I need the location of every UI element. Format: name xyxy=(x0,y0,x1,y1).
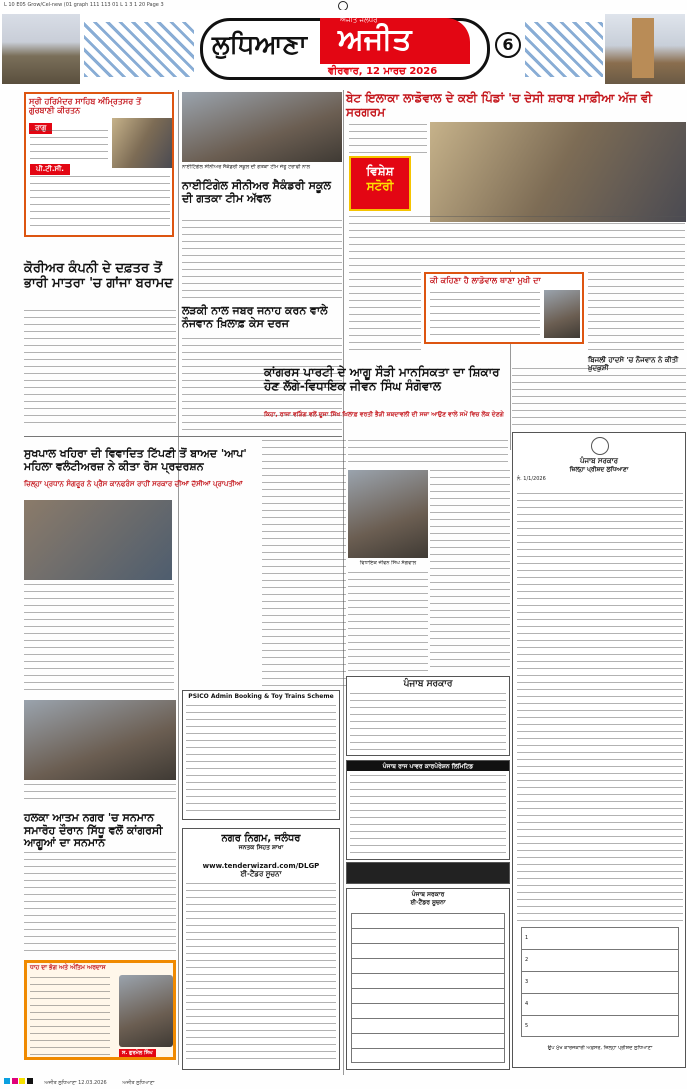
aap-protest-subhead: ਜ਼ਿਲ੍ਹਾ ਪ੍ਰਧਾਨ ਸੰਗਰੂਰ ਨੇ ਪ੍ਰੈਸ ਕਾਨਫਰੰਸ ਰਾਹੀਂ ਸਰਕਾਰ ਦੀਆਂ ਦੱਸੀਆਂ ਪ੍ਰਾਪਤੀਆਂ xyxy=(24,480,243,488)
zila-ad-table xyxy=(521,927,679,1037)
gatka-headline: ਨਾਈਟਿੰਗੇਲ ਸੀਨੀਅਰ ਸੈਕੰਡਰੀ ਸਕੂਲ ਦੀ ਗਤਕਾ ਟੀਮ ਅੱਵਲ xyxy=(182,179,331,205)
govt-emblem-icon xyxy=(591,437,609,455)
obituary-text xyxy=(30,977,110,1057)
municipal-ad-title: ਨਗਰ ਨਿਗਮ, ਜਲੰਧਰ xyxy=(221,833,301,844)
special-story-label-2: ਸਟੋਰੀ xyxy=(366,179,394,193)
masthead-date: ਵੀਰਵਾਰ, 12 ਮਾਰਚ 2026 xyxy=(328,66,438,77)
zila-table-row: 5 xyxy=(525,1023,529,1029)
black-band-ad xyxy=(346,862,510,884)
liquor-mafia-col-a xyxy=(349,272,421,352)
special-story-badge xyxy=(349,156,411,211)
zila-ad-body xyxy=(517,493,683,923)
electrocution-body xyxy=(512,368,686,428)
municipal-ad-band: ਈ-ਟੈਂਡਰ ਸੂਚਨਾ xyxy=(240,870,282,878)
mla-photo xyxy=(348,470,428,558)
pspcl-ad xyxy=(346,760,510,860)
gurbani-box-channel: ਪੀ.ਟੀ.ਸੀ. xyxy=(30,164,70,175)
sho-inset-box xyxy=(424,272,584,344)
tender-notice-ad xyxy=(346,888,510,1070)
masthead-city: ਲੁਧਿਆਣਾ xyxy=(212,30,307,60)
punjab-govt-ad xyxy=(346,676,510,756)
tender-table xyxy=(351,913,505,1063)
aap-protest-body xyxy=(24,584,174,694)
print-info-line: L 10 E05 Grow/Cel-new (01 graph 111 113 01 L 1 3 1 20 Page 3 xyxy=(4,2,164,8)
municipal-ad-text xyxy=(186,883,336,1063)
gurbani-box-title: ਸ੍ਰੀ ਹਰਿਮੰਦਰ ਸਾਹਿਬ ਅੰਮ੍ਰਿਤਸਰ ਤੋਂ ਗੁਰਬਾਣੀ ਕੀਰਤਨ xyxy=(29,97,142,116)
punjab-govt-ad-title: ਪੰਜਾਬ ਸਰਕਾਰ xyxy=(403,679,453,689)
liquor-drums-photo xyxy=(430,122,686,222)
column-rule-1 xyxy=(178,90,179,1065)
masthead-left-photo xyxy=(2,14,80,84)
bottom-print-line xyxy=(0,1074,687,1089)
zila-ad-subtitle: ਜ਼ਿਲ੍ਹਾ ਪ੍ਰੀਸ਼ਦ ਲੁਧਿਆਣਾ xyxy=(569,466,629,473)
divider xyxy=(24,436,342,437)
special-story-label-1: ਵਿਸ਼ੇਸ਼ xyxy=(366,164,394,178)
golden-temple-photo xyxy=(112,118,172,168)
courier-ganja-body xyxy=(24,310,176,428)
masthead-tagline: ਅਜੀਤ ਜਲੰਧਰ xyxy=(340,16,378,24)
gurbani-box-raag: ਰਾਗੁ xyxy=(29,123,52,134)
honour-ceremony-headline: ਹਲਕਾ ਆਤਮ ਨਗਰ 'ਚ ਸਨਮਾਨ ਸਮਾਰੋਹ ਦੌਰਾਨ ਸਿੱਧੂ ਵਲੋਂ ਕਾਂਗਰਸੀ ਆਗੂਆਂ ਦਾ ਸਨਮਾਨ xyxy=(24,811,163,850)
gatka-team-photo xyxy=(182,92,342,162)
liquor-mafia-body xyxy=(349,216,685,268)
cmyk-cyan-swatch xyxy=(4,1078,10,1084)
liquor-mafia-headline: ਬੇਟ ਇਲਾਕਾ ਲਾਡੋਵਾਲ ਦੇ ਕਈ ਪਿੰਡਾਂ 'ਚ ਦੇਸੀ ਸ਼ਰਾਬ ਮਾਫ਼ੀਆ ਅੱਜ ਵੀ ਸਰਗਰਮ xyxy=(346,91,652,119)
aap-protest-photo xyxy=(24,500,172,580)
liquor-mafia-col-b xyxy=(588,272,684,352)
obituary-box xyxy=(24,960,176,1060)
cmyk-yellow-swatch xyxy=(19,1078,25,1084)
congress-body-d xyxy=(348,572,428,672)
pspcl-ad-title: ਪੰਜਾਬ ਰਾਜ ਪਾਵਰ ਕਾਰਪੋਰੇਸ਼ਨ ਲਿਮਿਟਿਡ xyxy=(347,761,509,771)
sho-photo xyxy=(544,290,580,338)
obituary-title: ਧਾਹ ਦਾ ਭੋਗ ਅਤੇ ਅੰਤਿਮ ਅਰਦਾਸ xyxy=(30,964,106,971)
pspcl-ad-text xyxy=(350,775,506,855)
obituary-photo xyxy=(119,975,173,1047)
rape-case-headline: ਲੜਕੀ ਨਾਲ ਜਬਰ ਜਨਾਹ ਕਰਨ ਵਾਲੇ ਨੌਜਵਾਨ ਖ਼ਿਲਾਫ਼ ਕੇਸ ਦਰਜ xyxy=(182,304,328,330)
mla-photo-caption: ਵਿਧਾਇਕ ਜੀਵਨ ਸਿੰਘ ਸੰਗੋਵਾਲ xyxy=(359,560,417,566)
tender-ad-subtitle: ਈ-ਟੈਂਡਰ ਸੂਚਨਾ xyxy=(410,899,446,906)
municipal-tender-ad xyxy=(182,828,340,1070)
honour-ceremony-caption xyxy=(24,784,176,804)
gatka-photo-caption: ਨਾਈਟਿੰਗੇਲ ਸੀਨੀਅਰ ਸੈਕੰਡਰੀ ਸਕੂਲ ਦੀ ਗਤਕਾ ਟੀਮ ਜੇਤੂ ਟਰਾਫੀ ਨਾਲ xyxy=(182,164,310,170)
punjab-govt-ad-text xyxy=(350,693,506,751)
cmyk-black-swatch xyxy=(27,1078,33,1084)
clock-tower-image xyxy=(632,18,654,78)
congress-subhead: ਕਿਹਾ, ਰਾਜਾ ਵੜਿੰਗ ਵਲੋਂ ਦੂਜਾ ਸਿੱਖ ਖ਼ਿਲਾਫ਼ ਵਰਤੀ ਭੈੜੀ ਸ਼ਬਦਾਵਲੀ ਦੀ ਸਜ਼ਾ ਆਉਣ ਵਾਲੇ ਸਮੇਂ ਵਿਚ ਲੋਕ ਦੇਣਗੇ xyxy=(264,411,504,418)
municipal-ad-subtitle: ਜਨਤਕ ਸਿਹਤ ਸ਼ਾਖਾ xyxy=(238,844,284,851)
bottom-left-label: ਅਜੀਤ ਲੁਧਿਆਣਾ xyxy=(122,1080,155,1086)
honour-ceremony-photo xyxy=(24,700,176,780)
congress-body-c xyxy=(430,470,510,670)
booking-ad xyxy=(182,690,340,820)
zila-table-row: 1 xyxy=(522,928,678,950)
electrocution-headline: ਬਿਜਲੀ ਹਾਦਸੇ 'ਚ ਨੌਜਵਾਨ ਨੇ ਕੀਤੀ ਖ਼ੁਦਕੁਸ਼ੀ xyxy=(588,356,679,373)
zila-ad-ref: ਨੰ. 1/1/2026 xyxy=(517,476,546,482)
cmyk-magenta-swatch xyxy=(12,1078,18,1084)
zila-table-row: 3 xyxy=(522,972,678,994)
congress-body-a xyxy=(262,440,346,690)
zila-ad-title: ਪੰਜਾਬ ਸਰਕਾਰ xyxy=(579,457,618,465)
honour-ceremony-body xyxy=(24,852,176,952)
obituary-name: ਸ. ਗੁਰਮੇਲ ਸਿੰਘ xyxy=(119,1049,156,1057)
masthead-pattern-right xyxy=(525,22,603,77)
congress-headline: ਕਾਂਗਰਸ ਪਾਰਟੀ ਦੇ ਆਗੂ ਸੌੜੀ ਮਾਨਸਿਕਤਾ ਦਾ ਸ਼ਿਕਾਰ ਹੋਣ ਲੱਗੇ-ਵਿਧਾਇਕ ਜੀਵਨ ਸਿੰਘ ਸੰਗੋਵਾਲ xyxy=(264,365,500,393)
gurbani-schedule-text xyxy=(30,176,170,232)
aap-protest-headline: ਸੁਖਪਾਲ ਖਹਿਰਾ ਦੀ ਵਿਵਾਦਿਤ ਟਿੱਪਣੀ ਤੋਂ ਬਾਅਦ 'ਆਪ' ਮਹਿਲਾ ਵਲੰਟੀਅਰਜ਼ ਨੇ ਕੀਤਾ ਰੋਸ ਪ੍ਰਦਰਸ਼ਨ xyxy=(24,447,247,473)
bottom-print-text: ਅਜੀਤ ਲੁਧਿਆਣਾ 12.03.2026 xyxy=(44,1080,107,1086)
sho-inset-text xyxy=(430,292,540,340)
municipal-ad-url[interactable]: www.tenderwizard.com/DLGP xyxy=(202,862,320,870)
masthead-paper-name: ਅਜੀਤ xyxy=(338,22,412,57)
page-number: 6 xyxy=(495,32,521,58)
gatka-body xyxy=(182,220,342,300)
liquor-mafia-lede xyxy=(349,124,427,154)
congress-body-b xyxy=(348,440,508,468)
zila-ad-footer: ਉਪ ਮੁੱਖ ਕਾਰਜਕਾਰੀ ਅਫ਼ਸਰ, ਜ਼ਿਲ੍ਹਾ ਪ੍ਰੀਸ਼ਦ ਲੁਧਿਆਣਾ xyxy=(547,1045,653,1051)
booking-ad-text xyxy=(186,705,336,815)
booking-ad-title: PSICO Admin Booking & Toy Trains Scheme xyxy=(188,693,334,700)
tender-ad-title: ਪੰਜਾਬ ਸਰਕਾਰ xyxy=(411,891,445,898)
zila-table-row: 2 xyxy=(522,950,678,972)
sho-inset-headline: ਕੀ ਕਹਿਣਾ ਹੈ ਲਾਡੋਵਾਲ ਥਾਣਾ ਮੁਖੀ ਦਾ xyxy=(430,276,541,285)
masthead-pattern-left xyxy=(84,22,194,77)
gurbani-box xyxy=(24,92,174,237)
courier-ganja-headline: ਕੋਰੀਅਰ ਕੰਪਨੀ ਦੇ ਦਫ਼ਤਰ ਤੋਂ ਭਾਰੀ ਮਾਤਰਾ 'ਚ ਗਾਂਜਾ ਬਰਾਮਦ xyxy=(24,261,173,291)
zila-table-row: 4 xyxy=(522,994,678,1016)
gurbani-text xyxy=(30,130,108,160)
zila-table-rows xyxy=(522,928,678,1037)
zila-parishad-ad xyxy=(512,432,686,1068)
